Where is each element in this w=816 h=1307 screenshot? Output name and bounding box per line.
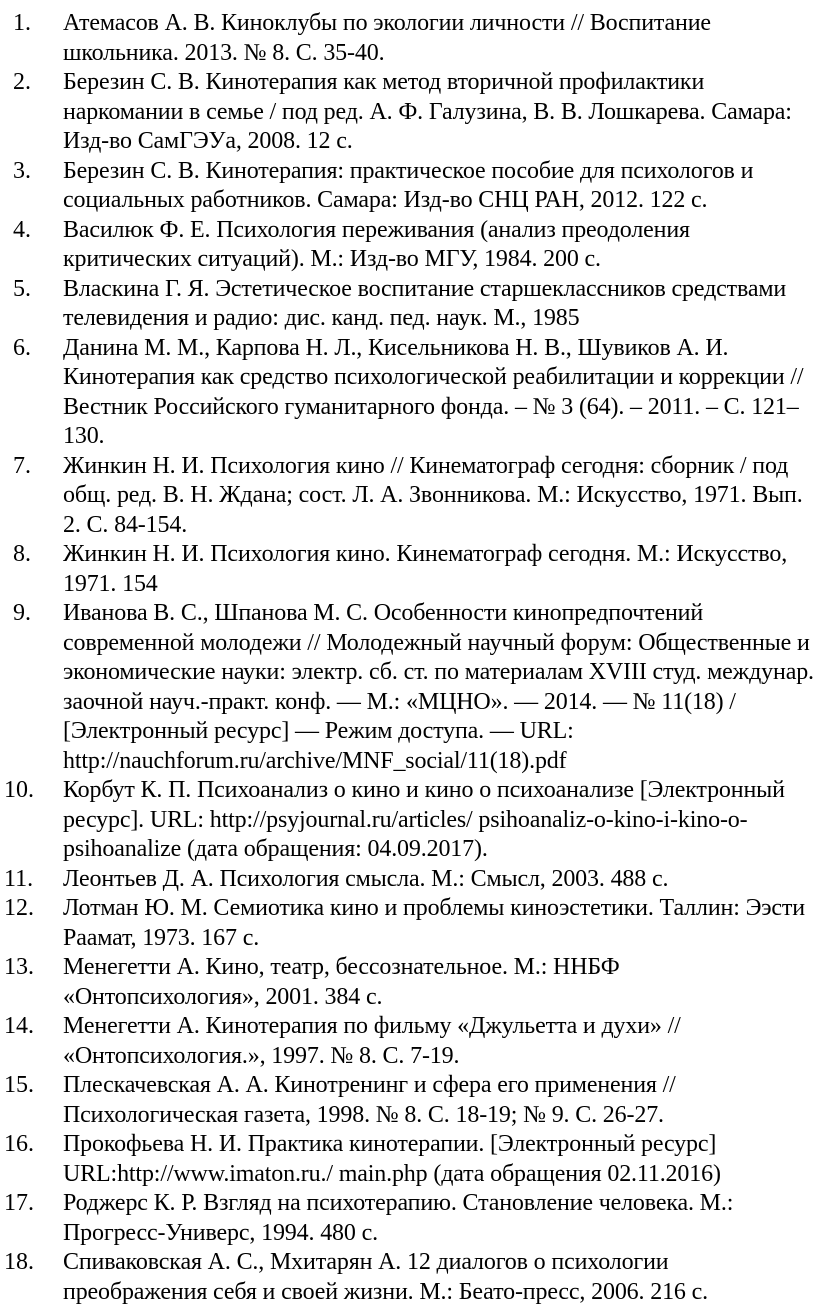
reference-item <box>0 157 816 216</box>
reference-item <box>0 1071 816 1130</box>
reference-text: Атемасов А. В. Киноклубы по экологии личности // Воспитание школьника. 2013. № 8. С. 35-40. <box>63 10 711 66</box>
reference-text: Менегетти А. Кинотерапия по фильму «Джульетта и духи» // «Онтопсихология.», 1997. № 8. С. 7-19. <box>63 1013 681 1069</box>
reference-number: 9. <box>13 600 31 626</box>
reference-item <box>0 599 816 776</box>
reference-text: Плескачевская А. А. Кинотренинг и сфера его применения // Психологическая газета, 1998. № 8. С. 18-19; № 9. С. 26-27. <box>63 1072 676 1128</box>
reference-text: Корбут К. П. Психоанализ о кино и кино о психоанализе [Электронный ресурс]. URL: http://psyjournal.ru/articles/ psihoanaliz-o-kino-i-kino-o-psihoanalize (дата обращения: 04.09.2017). <box>63 777 785 862</box>
reference-item <box>0 1189 816 1248</box>
reference-list <box>0 9 816 1307</box>
reference-number: 6. <box>13 334 31 361</box>
reference-item <box>0 894 816 953</box>
reference-text: Василюк Ф. Е. Психология переживания (анализ преодоления критических ситуаций). М.: Изд-во МГУ, 1984. 200 с. <box>63 216 690 272</box>
reference-number: 3. <box>13 157 31 184</box>
reference-number: 17. <box>4 1190 34 1216</box>
reference-text: Лотман Ю. М. Семиотика кино и проблемы киноэстетики. Таллин: Ээсти Раамат, 1973. 167 с. <box>63 895 805 951</box>
reference-item <box>0 1248 816 1307</box>
reference-text: Спиваковская А. С., Мхитарян А. 12 диалогов о психологии преображения себя и своей жизни. М.: Беато-пресс, 2006. 216 с. <box>63 1249 708 1305</box>
reference-item <box>0 540 816 599</box>
reference-text: Березин С. В. Кинотерапия: практическое пособие для психологов и социальных работников. Самара: Изд-во СНЦ РАН, 2012. 122 с. <box>63 157 754 213</box>
reference-number: 14. <box>4 1013 34 1039</box>
reference-number: 10. <box>4 777 34 803</box>
reference-number: 4. <box>13 216 31 243</box>
reference-text: Власкина Г. Я. Эстетическое воспитание старшеклассников средствами телевидения и радио: дис. канд. пед. наук. М., 1985 <box>63 275 787 331</box>
reference-number: 18. <box>4 1249 34 1275</box>
reference-item <box>0 68 816 157</box>
reference-number: 16. <box>4 1131 34 1157</box>
reference-text: Иванова В. С., Шпанова М. С. Особенности кинопредпочтений современной молодежи // Молодежный научный форум: Общественные и экономические науки: электр. сб. ст. по материалам XVIII студ. междунар. заочной науч.-практ. конф. — М.: «МЦНО». — 2014. — № 11(18) / [Электронный ресурс] — Режим доступа. — URL: http://nauchforum.ru/archive/MNF_social/11(18).pdf <box>63 600 814 774</box>
reference-text: Жинкин Н. И. Психология кино. Кинематограф сегодня. М.: Искусство, 1971. 154 <box>63 541 788 597</box>
reference-item <box>0 953 816 1012</box>
reference-item <box>0 275 816 334</box>
reference-number: 11. <box>4 865 34 892</box>
reference-text: Менегетти А. Кино, театр, бессознательное. М.: ННБФ «Онтопсихология», 2001. 384 с. <box>63 954 620 1010</box>
reference-text: Роджерс К. Р. Взгляд на психотерапию. Становление человека. М.: Прогресс-Универс, 1994. 480 с. <box>63 1190 734 1246</box>
reference-item <box>0 1012 816 1071</box>
reference-item <box>0 776 816 865</box>
reference-number: 5. <box>13 275 31 302</box>
reference-item <box>0 452 816 541</box>
reference-item <box>0 865 816 895</box>
reference-text: Данина М. М., Карпова Н. Л., Кисельникова Н. В., Шувиков А. И. Кинотерапия как средство психологической реабилитации и коррекции // Вестник Российского гуманитарного фонда. – № 3 (64). – 2011. – С. 121–130. <box>63 334 804 449</box>
reference-text: Леонтьев Д. А. Психология смысла. М.: Смысл, 2003. 488 с. <box>63 865 669 892</box>
reference-number: 7. <box>13 452 31 479</box>
reference-number: 13. <box>4 954 34 980</box>
reference-text: Жинкин Н. И. Психология кино // Кинематограф сегодня: сборник / под общ. ред. В. Н. Ждана; сост. Л. А. Звонникова. М.: Искусство, 1971. Вып. 2. С. 84-154. <box>63 452 803 538</box>
reference-number: 2. <box>13 69 31 95</box>
reference-number: 12. <box>4 895 34 921</box>
reference-number: 1. <box>13 10 31 36</box>
reference-text: Прокофьева Н. И. Практика кинотерапии. [Электронный ресурс] URL:http://www.imaton.ru./ main.php (дата обращения 02.11.2016) <box>63 1131 721 1187</box>
reference-item <box>0 334 816 452</box>
reference-number: 8. <box>13 541 31 567</box>
reference-item <box>0 1130 816 1189</box>
reference-number: 15. <box>4 1072 34 1098</box>
reference-item <box>0 9 816 68</box>
reference-text: Березин С. В. Кинотерапия как метод вторичной профилактики наркомании в семье / под ред. А. Ф. Галузина, В. В. Лошкарева. Самара: Изд-во СамГЭУа, 2008. 12 с. <box>63 69 792 154</box>
reference-item <box>0 216 816 275</box>
